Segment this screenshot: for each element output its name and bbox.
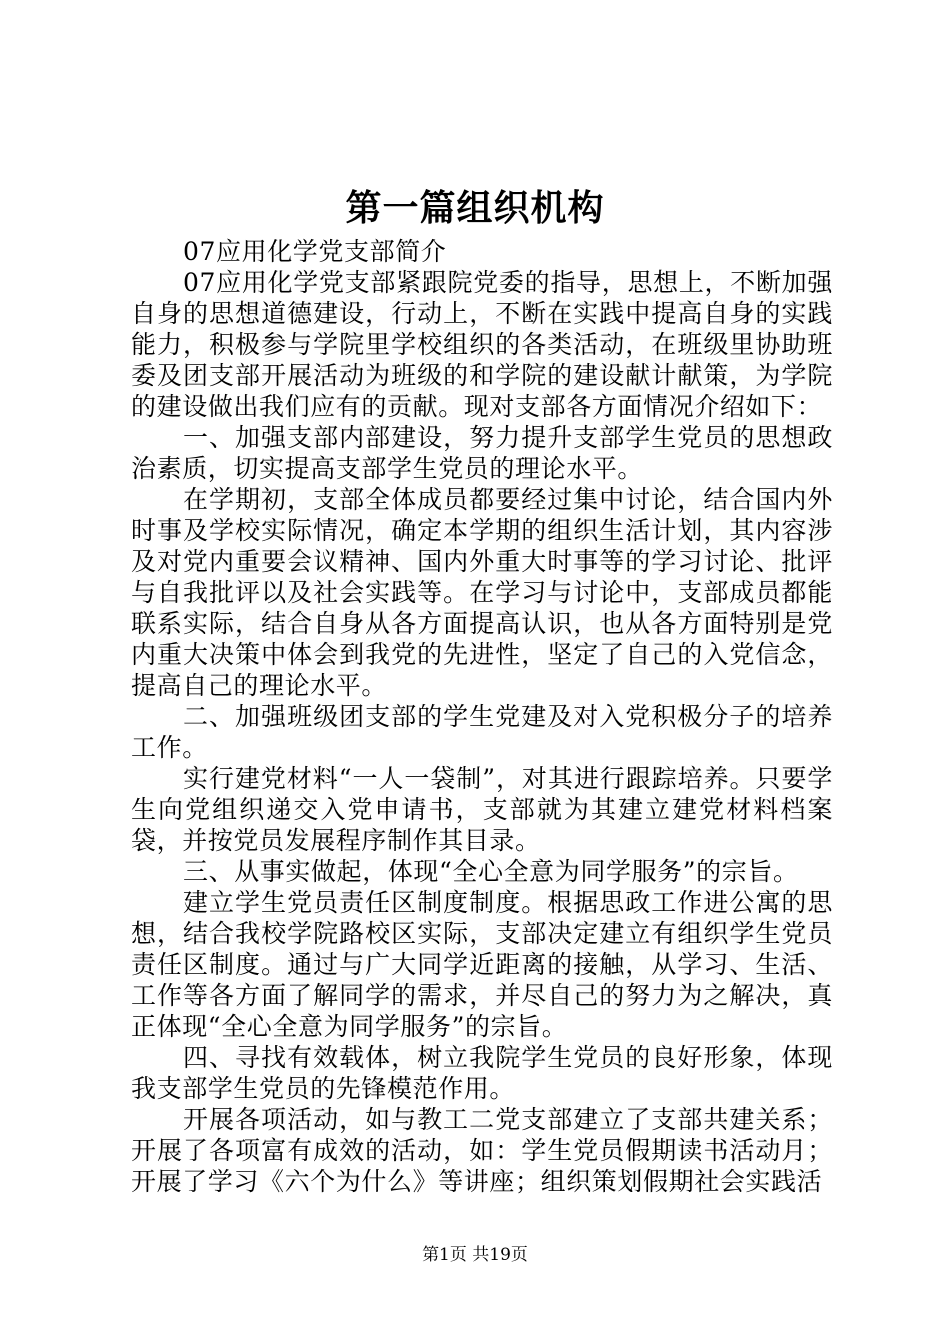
body-paragraph: 在学期初，支部全体成员都要经过集中讨论，结合国内外时事及学校实际情况，确定本学期的组织生活计划，其内容涉及对党内重要会议精神、国内外重大时事等的学习讨论、批评与自我批评以及社会实践等。在学习与讨论中，支部成员都能联系实际，结合自身从各方面提高认识，也从各方面特别是党内重大决策中体会到我党的先进性，坚定了自己的入党信念，提高自己的理论水平。: [131, 485, 833, 700]
body-paragraph: 开展各项活动，如与教工二党支部建立了支部共建关系；开展了各项富有成效的活动，如：学生党员假期读书活动月；开展了学习《六个为什么》等讲座；组织策划假期社会实践活: [131, 1105, 833, 1196]
section-heading: 三、从事实做起，体现“全心全意为同学服务”的宗旨。: [183, 857, 799, 886]
body-paragraph: 07应用化学党支部简介: [183, 237, 447, 266]
body-paragraph: 建立学生党员责任区制度制度。根据思政工作进公寓的思想，结合我校学院路校区实际，支部决定建立有组织学生党员责任区制度。通过与广大同学近距离的接触，从学习、生活、工作等各方面了解同学的需求，并尽自己的努力为之解决，真正体现“全心全意为同学服务”的宗旨。: [131, 888, 833, 1041]
section-heading: 二、加强班级团支部的学生党建及对入党积极分子的培养工作。: [131, 702, 833, 762]
section-heading: 四、寻找有效载体，树立我院学生党员的良好形象，体现我支部学生党员的先锋模范作用。: [131, 1043, 833, 1103]
section-heading: 一、加强支部内部建设，努力提升支部学生党员的思想政治素质，切实提高支部学生党员的理论水平。: [131, 423, 833, 483]
document-title: 第一篇组织机构: [345, 187, 605, 229]
page-footer: 第1页 共19页: [422, 1245, 528, 1265]
body-paragraph: 07应用化学党支部紧跟院党委的指导，思想上，不断加强自身的思想道德建设，行动上，不断在实践中提高自身的实践能力，积极参与学院里学校组织的各类活动，在班级里协助班委及团支部开展活动为班级的和学院的建设献计献策，为学院的建设做出我们应有的贡献。现对支部各方面情况介绍如下：: [131, 268, 833, 421]
document-body: [131, 236, 833, 1197]
body-paragraph: 实行建党材料“一人一袋制”，对其进行跟踪培养。只要学生向党组织递交入党申请书，支部就为其建立建党材料档案袋，并按党员发展程序制作其目录。: [131, 764, 833, 855]
